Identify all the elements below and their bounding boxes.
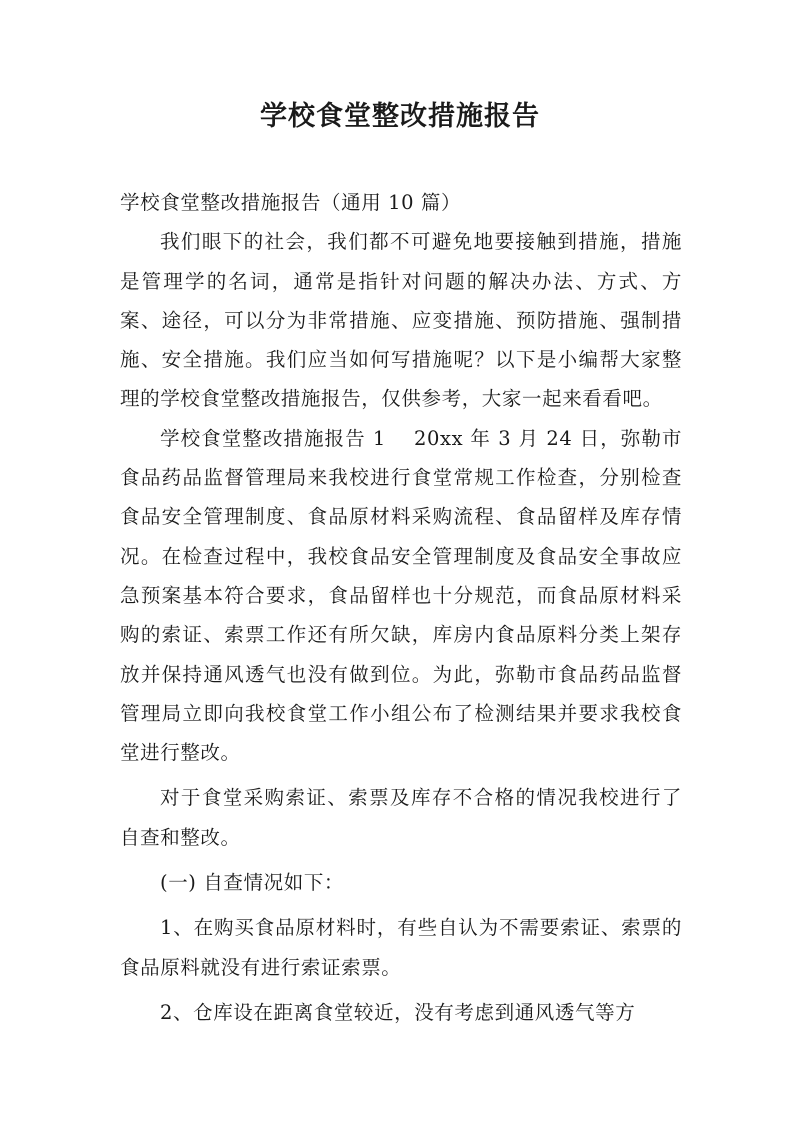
intro-paragraph: 我们眼下的社会，我们都不可避免地要接触到措施，措施是管理学的名词，通常是指针对问题的解决办法、方式、方案、途径，可以分为非常措施、应变措施、预防措施、强制措施、安全措施。我们应当如何写措施呢？以下是小编帮大家整理的学校食堂整改措施报告，仅供参考，大家一起来看看吧。 <box>120 230 682 411</box>
document-title: 学校食堂整改措施报告 <box>260 101 540 132</box>
self-check-paragraph: 对于食堂采购索证、索票及库存不合格的情况我校进行了自查和整改。 <box>120 786 682 849</box>
document-body <box>120 183 682 1032</box>
list-item-1: 1、在购买食品原材料时，有些自认为不需要索证、索票的食品原料就没有进行索证索票。 <box>120 916 682 979</box>
report-1-body: 20xx 年 3 月 24 日，弥勒市食品药品监督管理局来我校进行食堂常规工作检查，分别检查食品安全管理制度、食品原材料采购流程、食品留样及库存情况。在检查过程中，我校食品安全管理制度及食品安全事故应急预案基本符合要求，食品留样也十分规范，而食品原材料采购的索证、索票工作还有所欠缺，库房内食品原料分类上架存放并保持通风透气也没有做到位。为此，弥勒市食品药品监督管理局立即向我校食堂工作小组公布了检测结果并要求我校食堂进行整改。 <box>120 426 683 765</box>
document-subtitle: 学校食堂整改措施报告（通用 10 篇） <box>120 191 462 214</box>
section-1-heading: (一) 自查情况如下： <box>160 871 345 895</box>
report-1-heading: 学校食堂整改措施报告 1 <box>160 426 386 450</box>
report-1-paragraph <box>120 419 682 773</box>
list-item-2: 2、仓库设在距离食堂较近，没有考虑到通风透气等方 <box>160 1000 636 1024</box>
